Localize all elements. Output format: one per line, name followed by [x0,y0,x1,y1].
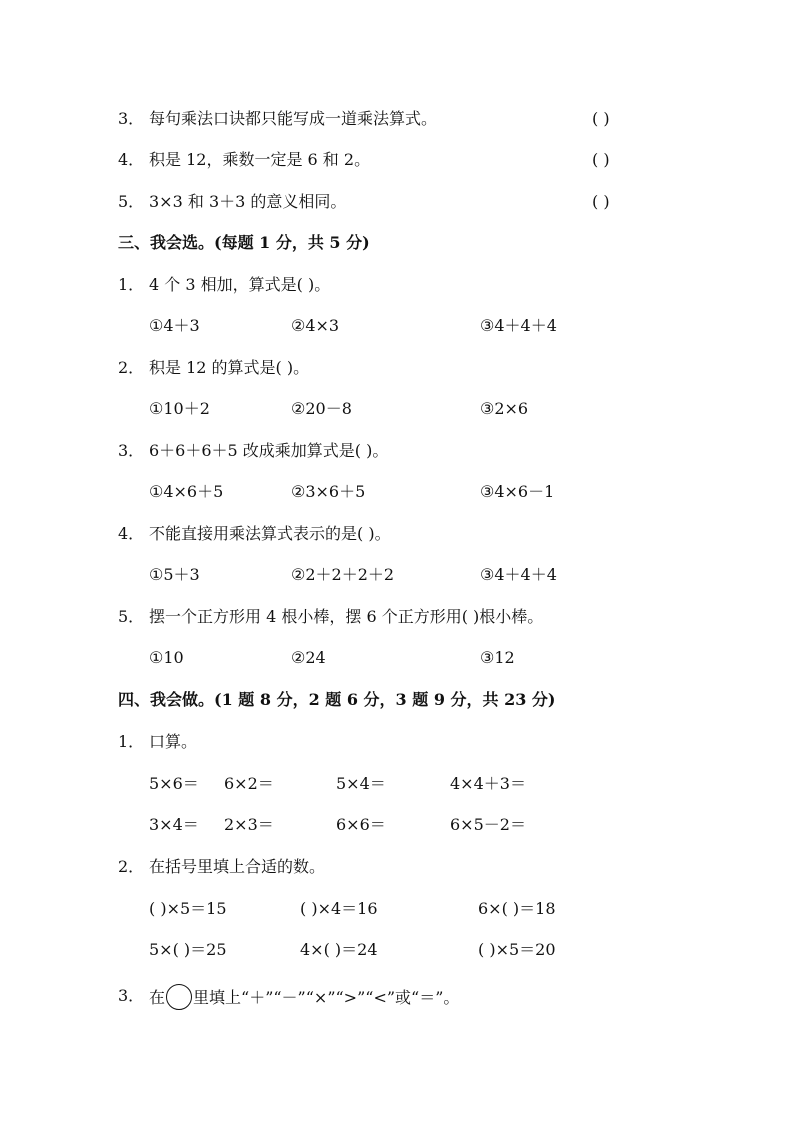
option-3[interactable]: ③12 [480,648,515,667]
option-2[interactable]: ②24 [291,648,326,667]
fill-blank-item[interactable]: ( )×5＝15 [149,899,227,918]
option-1[interactable]: ①5＋3 [149,565,200,584]
fill-blank-item[interactable]: ( )×4＝16 [300,899,378,918]
question-number: 2． [118,358,145,377]
question-text: 3×3 和 3＋3 的意义相同。 [149,192,347,211]
q3-post: 里填上“＋”“－”“×”“>”“<”或“＝”。 [193,988,460,1007]
question-number: 2． [118,857,145,876]
section4-heading [118,688,556,712]
oral-calc-item[interactable]: 2×3＝ [224,815,274,834]
circle-blank-icon [166,984,192,1010]
section-score: (1 题 8 分，2 题 6 分，3 题 9 分，共 23 分) [214,690,556,709]
question-text: 摆一个正方形用 4 根小棒，摆 6 个正方形用( )根小棒。 [149,607,544,626]
q3-pre: 在 [149,988,166,1007]
option-2[interactable]: ②3×6＋5 [291,482,366,501]
question-number: 4． [118,524,145,543]
question-number: 5． [118,607,145,626]
section-title: 三、我会选。 [118,233,215,252]
question-text: 4 个 3 相加，算式是( )。 [149,275,331,294]
q3-instruction [149,984,459,1010]
question-number: 1． [118,732,145,751]
question-number: 5． [118,192,145,211]
option-1[interactable]: ①4＋3 [149,316,200,335]
option-3[interactable]: ③4＋4＋4 [480,565,557,584]
oral-calc-item[interactable]: 5×6＝ [149,774,199,793]
oral-calc-item[interactable]: 3×4＝ [149,815,199,834]
question-number: 1． [118,275,145,294]
question-text: 6＋6＋6＋5 改成乘加算式是( )。 [149,441,389,460]
option-1[interactable]: ①4×6＋5 [149,482,224,501]
option-2[interactable]: ②4×3 [291,316,340,335]
option-3[interactable]: ③4＋4＋4 [480,316,557,335]
fill-blank-item[interactable]: 6×( )＝18 [478,899,556,918]
section-score: (每题 1 分，共 5 分) [214,233,370,252]
section-title: 四、我会做。 [118,690,215,709]
question-text: 积是 12 的算式是( )。 [149,358,310,377]
section3-heading [118,231,370,255]
question-number: 3． [118,986,145,1005]
oral-calc-item[interactable]: 5×4＝ [336,774,386,793]
answer-paren[interactable]: ( ) [592,150,610,169]
option-2[interactable]: ②2＋2＋2＋2 [291,565,395,584]
option-3[interactable]: ③4×6－1 [480,482,555,501]
oral-calc-item[interactable]: 6×6＝ [336,815,386,834]
oral-calc-item[interactable]: 6×5－2＝ [450,815,526,834]
question-text: 不能直接用乘法算式表示的是( )。 [149,524,391,543]
option-1[interactable]: ①10＋2 [149,399,210,418]
question-number: 3． [118,109,145,128]
answer-paren[interactable]: ( ) [592,109,610,128]
answer-paren[interactable]: ( ) [592,192,610,211]
oral-calc-item[interactable]: 4×4＋3＝ [450,774,526,793]
question-text: 每句乘法口诀都只能写成一道乘法算式。 [149,109,438,128]
option-2[interactable]: ②20－8 [291,399,352,418]
fill-blank-item[interactable]: ( )×5＝20 [478,940,556,959]
question-number: 4． [118,150,145,169]
option-3[interactable]: ③2×6 [480,399,529,418]
question-text: 在括号里填上合适的数。 [149,857,326,876]
option-1[interactable]: ①10 [149,648,184,667]
oral-calc-item[interactable]: 6×2＝ [224,774,274,793]
fill-blank-item[interactable]: 5×( )＝25 [149,940,227,959]
fill-blank-item[interactable]: 4×( )＝24 [300,940,378,959]
question-number: 3． [118,441,145,460]
question-text: 口算。 [149,732,198,751]
question-text: 积是 12，乘数一定是 6 和 2。 [149,150,371,169]
